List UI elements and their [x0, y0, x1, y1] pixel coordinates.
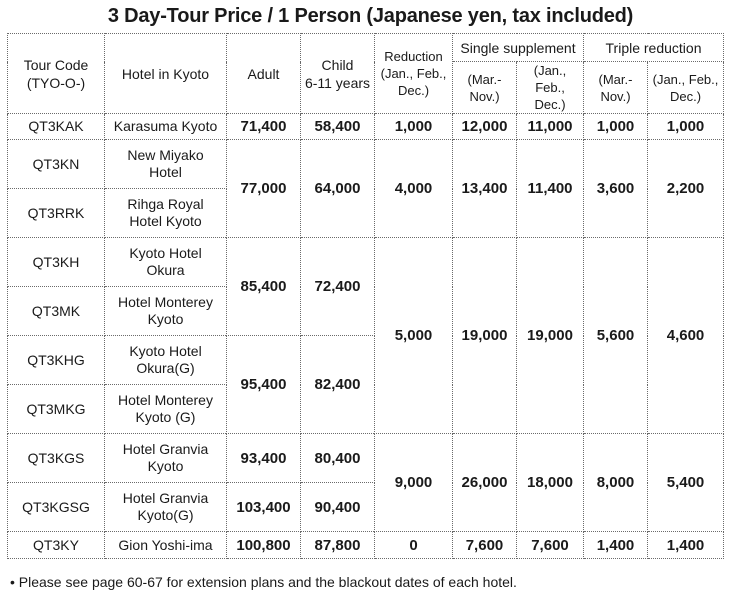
child-price: 82,400: [301, 336, 375, 434]
header-single-jan-feb-dec: (Jan., Feb., Dec.): [517, 62, 584, 114]
table-row: [8, 114, 724, 140]
tour-code: QT3KGSG: [8, 483, 105, 532]
triple-mar-nov-value: 3,600: [584, 140, 648, 238]
hotel-name: Kyoto Hotel Okura(G): [105, 336, 227, 385]
table-row: [8, 140, 724, 189]
header-triple-jan-feb-dec: (Jan., Feb., Dec.): [648, 62, 724, 114]
child-price: 58,400: [301, 114, 375, 140]
triple-mar-nov-value: 5,600: [584, 238, 648, 434]
single-jan-feb-dec-value: 19,000: [517, 238, 584, 434]
single-mar-nov-value: 13,400: [453, 140, 517, 238]
single-jan-feb-dec-value: 18,000: [517, 434, 584, 532]
page-title: 3 Day-Tour Price / 1 Person (Japanese yen, tax included): [107, 5, 634, 27]
triple-jan-feb-dec-value: 4,600: [648, 238, 724, 434]
single-jan-feb-dec-value: 11,000: [517, 114, 584, 140]
adult-price: 71,400: [227, 114, 301, 140]
triple-jan-feb-dec-value: 1,400: [648, 532, 724, 559]
table-row: [8, 434, 724, 483]
hotel-name: Hotel Granvia Kyoto(G): [105, 483, 227, 532]
reduction-value: 4,000: [375, 140, 453, 238]
header-adult: Adult: [227, 34, 301, 114]
tour-code: QT3KN: [8, 140, 105, 189]
triple-mar-nov-value: 1,400: [584, 532, 648, 559]
reduction-value: 1,000: [375, 114, 453, 140]
triple-mar-nov-value: 1,000: [584, 114, 648, 140]
child-price: 80,400: [301, 434, 375, 483]
header-row: [8, 34, 724, 62]
reduction-value: 5,000: [375, 238, 453, 434]
adult-price: 100,800: [227, 532, 301, 559]
hotel-name: Hotel Granvia Kyoto: [105, 434, 227, 483]
table-row: [8, 238, 724, 287]
table-row: [8, 532, 724, 559]
header-child: Child 6-11 years: [301, 34, 375, 114]
single-jan-feb-dec-value: 7,600: [517, 532, 584, 559]
triple-jan-feb-dec-value: 1,000: [648, 114, 724, 140]
single-mar-nov-value: 7,600: [453, 532, 517, 559]
single-mar-nov-value: 12,000: [453, 114, 517, 140]
reduction-value: 9,000: [375, 434, 453, 532]
hotel-name: Karasuma Kyoto: [105, 114, 227, 140]
triple-mar-nov-value: 8,000: [584, 434, 648, 532]
hotel-name: Hotel Monterey Kyoto: [105, 287, 227, 336]
hotel-name: Kyoto Hotel Okura: [105, 238, 227, 287]
tour-code: QT3KAK: [8, 114, 105, 140]
header-reduction: Reduction (Jan., Feb., Dec.): [375, 34, 453, 114]
tour-code: QT3KH: [8, 238, 105, 287]
tour-code: QT3KGS: [8, 434, 105, 483]
header-hotel: Hotel in Kyoto: [105, 34, 227, 114]
child-price: 64,000: [301, 140, 375, 238]
header-single-supplement: Single supplement: [453, 34, 584, 62]
triple-jan-feb-dec-value: 2,200: [648, 140, 724, 238]
header-tour-code: Tour Code (TYO-O-): [8, 34, 105, 114]
child-price: 72,400: [301, 238, 375, 336]
adult-price: 103,400: [227, 483, 301, 532]
header-triple-mar-nov: (Mar.- Nov.): [584, 62, 648, 114]
tour-code: QT3KHG: [8, 336, 105, 385]
child-price: 90,400: [301, 483, 375, 532]
hotel-name: Hotel Monterey Kyoto (G): [105, 385, 227, 434]
price-table: [7, 33, 724, 559]
hotel-name: New Miyako Hotel: [105, 140, 227, 189]
single-mar-nov-value: 26,000: [453, 434, 517, 532]
adult-price: 85,400: [227, 238, 301, 336]
tour-code: QT3KY: [8, 532, 105, 559]
single-jan-feb-dec-value: 11,400: [517, 140, 584, 238]
header-triple-reduction: Triple reduction: [584, 34, 724, 62]
adult-price: 93,400: [227, 434, 301, 483]
triple-jan-feb-dec-value: 5,400: [648, 434, 724, 532]
header-single-mar-nov: (Mar.- Nov.): [453, 62, 517, 114]
tour-code: QT3RRK: [8, 189, 105, 238]
single-mar-nov-value: 19,000: [453, 238, 517, 434]
adult-price: 77,000: [227, 140, 301, 238]
footnote: • Please see page 60-67 for extension plans and the blackout dates of each hotel.: [10, 574, 517, 590]
hotel-name: Rihga Royal Hotel Kyoto: [105, 189, 227, 238]
tour-code: QT3MKG: [8, 385, 105, 434]
tour-code: QT3MK: [8, 287, 105, 336]
hotel-name: Gion Yoshi-ima: [105, 532, 227, 559]
child-price: 87,800: [301, 532, 375, 559]
reduction-value: 0: [375, 532, 453, 559]
adult-price: 95,400: [227, 336, 301, 434]
